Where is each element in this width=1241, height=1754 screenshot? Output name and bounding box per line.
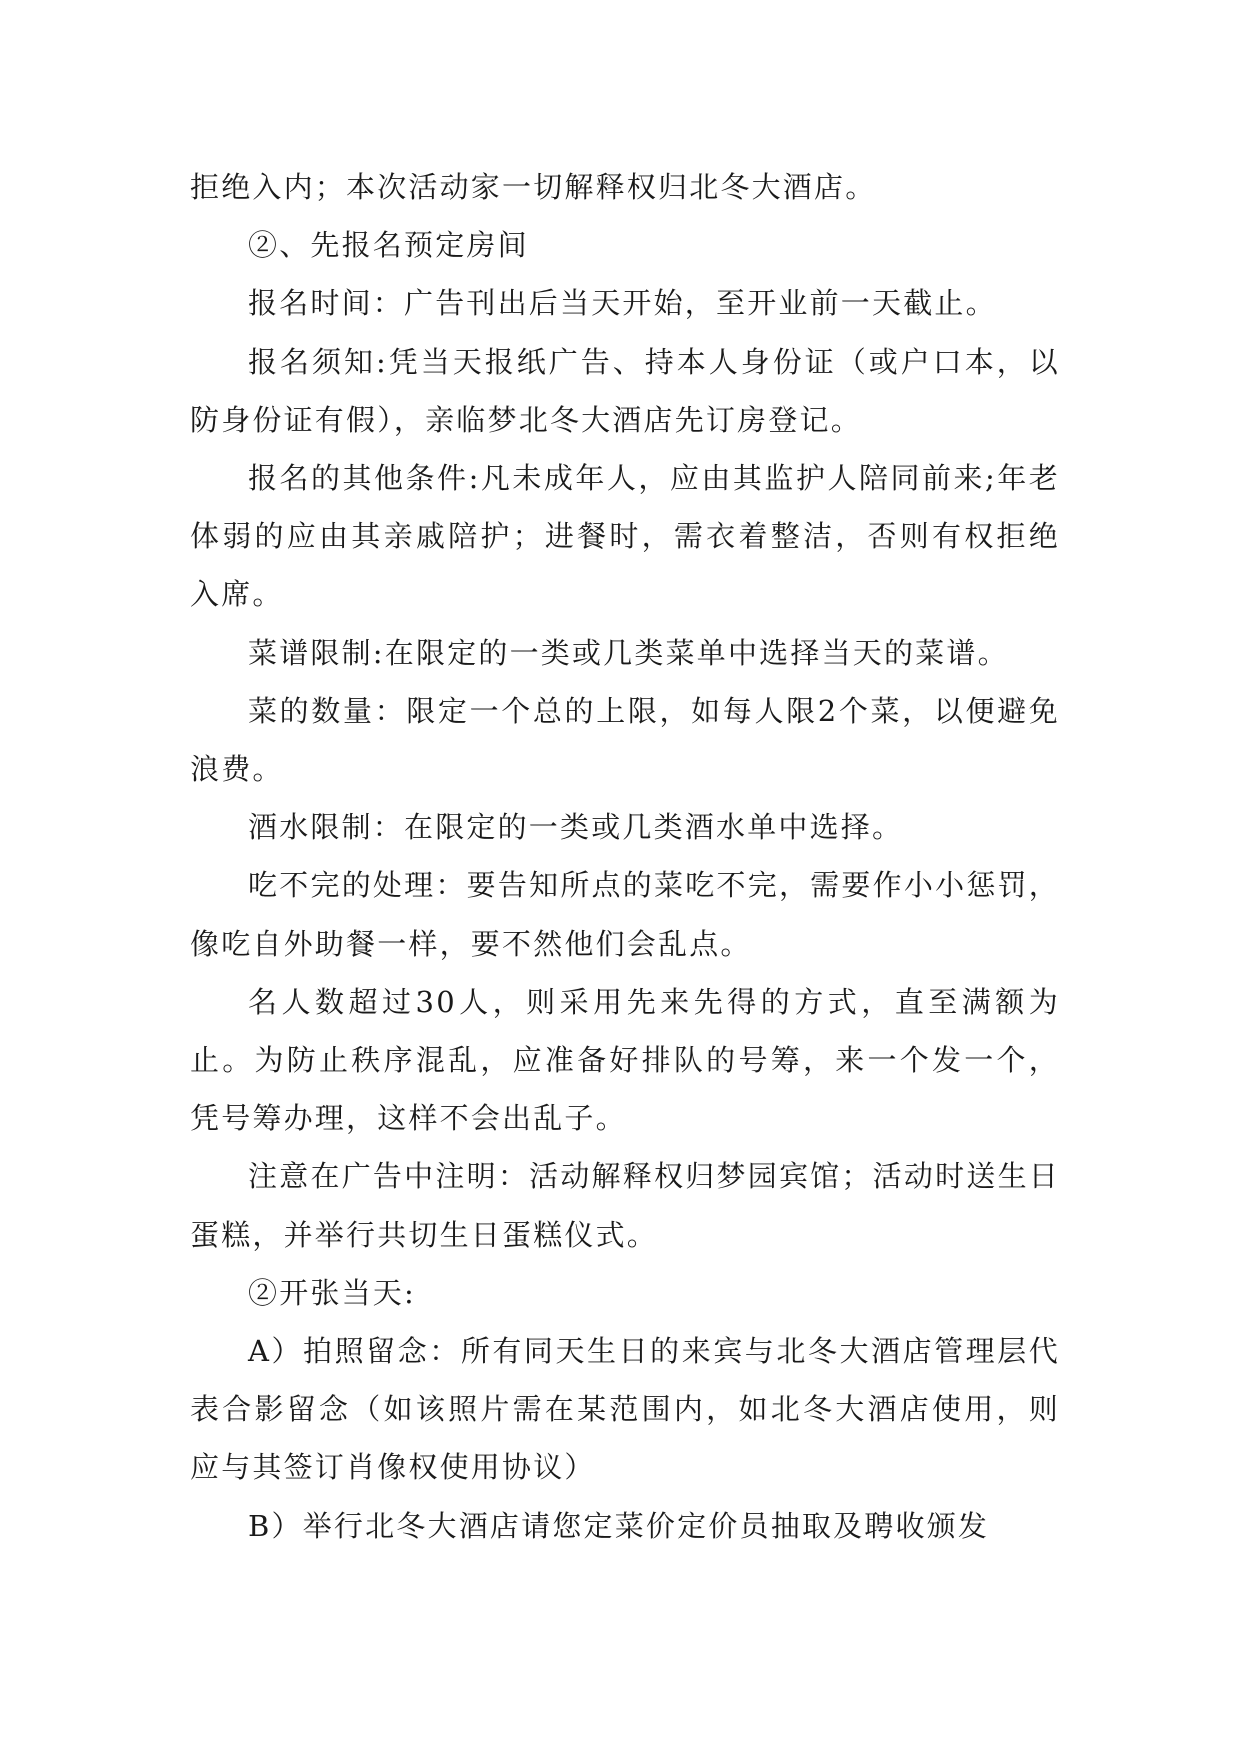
- paragraph-section-heading: ②、先报名预定房间: [248, 228, 529, 263]
- paragraph-opening-day-heading: ②开张当天:: [248, 1275, 416, 1310]
- paragraph-item-a: A）拍照留念：所有同天生日的来宾与北冬大酒店管理层代表合影留念（如该照片需在某范围内，如北冬大酒店使用，则应与其签订肖像权使用协议）: [190, 1334, 1060, 1485]
- paragraph-registration-time: 报名时间：广告刊出后当天开始，至开业前一天截止。: [248, 286, 997, 321]
- paragraph-item-b: B）举行北冬大酒店请您定菜价定价员抽取及聘收颁发: [248, 1508, 990, 1543]
- paragraph-dish-quantity: 菜的数量：限定一个总的上限，如每人限2个菜，以便避免浪费。: [190, 693, 1060, 787]
- paragraph-other-conditions: 报名的其他条件:凡未成年人，应由其监护人陪同前来;年老体弱的应由其亲戚陪护；进餐时，需衣着整洁，否则有权拒绝入席。: [190, 461, 1060, 612]
- paragraph-drinks-limit: 酒水限制：在限定的一类或几类酒水单中选择。: [248, 810, 904, 845]
- paragraph-leftovers: 吃不完的处理：要告知所点的菜吃不完，需要作小小惩罚，像吃自外助餐一样，要不然他们会乱点。: [190, 868, 1060, 961]
- paragraph-headcount: 名人数超过30人，则采用先来先得的方式，直至满额为止。为防止秩序混乱，应准备好排队的号筹，来一个发一个，凭号筹办理，这样不会出乱子。: [190, 984, 1060, 1136]
- document-body: [190, 158, 1060, 1555]
- paragraph-registration-notice: 报名须知:凭当天报纸广告、持本人身份证（或户口本，以防身份证有假），亲临梦北冬大酒店先订房登记。: [190, 344, 1060, 437]
- paragraph-continuation: 拒绝入内；本次活动家一切解释权归北冬大酒店。: [190, 170, 877, 204]
- paragraph-ad-note: 注意在广告中注明：活动解释权归梦园宾馆；活动时送生日蛋糕，并举行共切生日蛋糕仪式。: [190, 1159, 1060, 1252]
- paragraph-menu-limit: 菜谱限制:在限定的一类或几类菜单中选择当天的菜谱。: [248, 635, 1009, 670]
